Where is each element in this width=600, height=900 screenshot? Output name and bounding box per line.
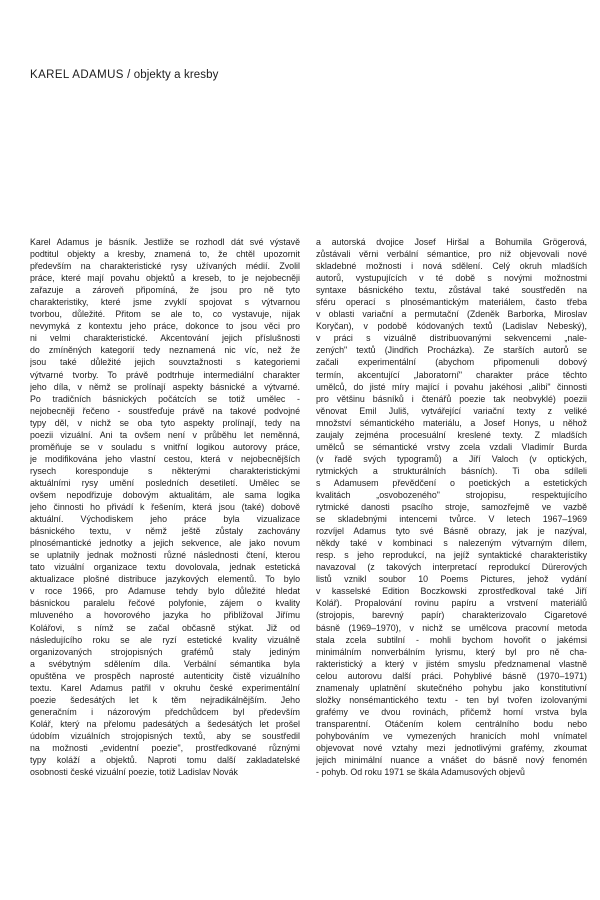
text-line: objevovat nové vztahy mezi jednotlivými grafémy, zkoumat	[316, 742, 587, 753]
text-line: Kolář, který na přelomu padesátých a šedesátých let prošel	[30, 718, 300, 729]
text-line: osobnosti české vizuální poezie, totiž Ladislav Novák	[30, 767, 238, 778]
text-line: jsou také důležité jejich souvztažnosti s kategoriemi	[30, 357, 300, 368]
text-line: s Adamusem převědčení o poetických a estetických	[316, 477, 587, 488]
text-line: a autorská dvojice Josef Hiršal a Bohumila Grögerová,	[316, 237, 587, 247]
text-line: ni velmi charakteristické. Akcentování jejich příslušnosti	[30, 333, 300, 344]
text-line: minimálním nonverbálním lyrismu, který byl pro ně cha-	[316, 646, 587, 657]
text-line: pohybováním ve vymezených hranicích mohl vnímatel	[316, 730, 587, 741]
text-line: rytmické danosti psacího stroje, samozřejmě ve vazbě	[316, 502, 587, 513]
text-line: poezii vizuální. Ani ta ovšem není v průběhu let neměnná,	[30, 429, 300, 440]
text-line: zůstávali věrni verbální sémantice, pro niž objevovali nové	[316, 249, 587, 260]
text-line: poezie šedesátých let k těm nejradikálnějším. Jeho	[30, 694, 300, 705]
text-line: aktuálními rysy umění posledních desetiletí. Umělec se	[30, 477, 300, 488]
text-line: zených" textů (Jindřich Procházka). Ze starších autorů se	[316, 345, 587, 356]
text-line: navazoval (z takových interpretací reprodukcí Dürerových	[316, 562, 587, 573]
text-line: termín, akcentující „laboratorní" charakter práce těchto	[316, 369, 587, 380]
text-line: rytmických a strukturálních básních). Ti oba sdíleli	[316, 465, 587, 476]
text-line: nejobecněji řečeno - soustřeďuje právě na takové podvojné	[30, 405, 300, 416]
text-line: ovšem nepodřizuje dobovým aktualitám, ale sama logika	[30, 489, 300, 500]
text-line: aktualizace plošné distribuce jazykových elementů. To bylo	[30, 574, 300, 585]
text-line: Po tradičních básnických počátcích se totiž umělec -	[30, 393, 300, 404]
text-line: syntaxe básnického textu, zůstával také soustředěn na	[316, 285, 587, 296]
text-line: zařazuje a zároveň připomíná, že jsou pro ně tyto	[30, 285, 300, 296]
text-line: celou autorovu další práci. Pohyblivé básně (1970–1971)	[316, 670, 587, 681]
text-line: skladebné možnosti i nová sdělení. Celý okruh mladších	[316, 261, 587, 272]
text-line: básnického textu, v němž ještě zůstaly zachovány	[30, 526, 300, 537]
text-line: aktuální. Východiskem jeho práce byla vizualizace	[30, 514, 300, 525]
text-line: mluveného a hovorového jazyka ho přibližoval Jiřímu	[30, 610, 300, 621]
text-line: sféru operací s plnosémantickým materiálem, často třeba	[316, 297, 587, 308]
left-text-column	[30, 236, 300, 778]
text-line: začali experimentální (abychom připomenuli dobový	[316, 357, 587, 368]
text-line: znamenaly uplatnění skutečného pohybu jako konstitutivní	[316, 682, 587, 693]
text-line: v roce 1966, pro Adamuse tehdy bylo důležité hledat	[30, 586, 300, 597]
text-line: charakteristiky, které jsme zvyklí spojovat s výtvarnou	[30, 297, 300, 308]
text-line: jeho činnosti ho přivádí k řešením, která jsou (také) dobově	[30, 502, 300, 513]
text-line: plnosémantické jednotky a jejich sekvence, ale jako novum	[30, 538, 300, 549]
text-line: se uplatnily jednak možnosti různé následnosti čtení, kterou	[30, 550, 300, 561]
text-line: rysech koresponduje s některými charakteristickými	[30, 465, 300, 476]
text-line: pro většinu básníků i čtenářů poezie tak neobvyklé) poezii	[316, 393, 587, 404]
text-line: Kolářovi, s nímž se začal občasně stýkat. Již od	[30, 622, 300, 633]
text-line: textu. Karel Adamus patřil v okruhu české experimentální	[30, 682, 300, 693]
text-line: Koryčan), v podobě kódovaných textů (Ladislav Nebeský),	[316, 321, 587, 332]
text-line: (strojopis, barevný papír) charakterizovalo Cigaretové	[316, 610, 587, 621]
text-line: tvorbou, důležité. Přitom se ale to, co vystavuje, nijak	[30, 309, 300, 320]
text-line: na možnosti „evidentní poezie", prostředkované různými	[30, 742, 300, 753]
text-line: organizovaných strojopisných grafémů staly jediným	[30, 646, 300, 657]
text-line: množství sémantického materiálu, a Josef Honys, u něhož	[316, 417, 587, 428]
text-line: transparentní. Otáčením kolem centrálního bodu nebo	[316, 718, 587, 729]
text-line: rakteristický a který v jistém smyslu předznamenal vlastně	[316, 658, 587, 669]
title-subtitle: objekty a kresby	[133, 69, 219, 81]
right-text-column	[316, 236, 587, 778]
text-line: proměňuje se v souladu s vnitřní logikou autorovy práce,	[30, 441, 300, 452]
text-line: autorů, vystupujících v té době s novými možnostmi	[316, 273, 587, 284]
text-line: jeho díla, v němž se prolínají aspekty básnické a výtvarné.	[30, 381, 300, 392]
text-line: údobím vizuálních strojopisných textů, aby se soustředil	[30, 730, 300, 741]
text-line: v kasselské Edition Boczkowski zprostředkoval také Jiří	[316, 586, 587, 597]
text-line: se skladebnými intencemi tvůrce. V letech 1967–1969	[316, 514, 587, 525]
text-line: umělců, do jisté míry mající i povahu jakéhosi „alibi" činnosti	[316, 381, 587, 392]
text-line: zaujaly zejména procesuální kreslené texty. Z mladších	[316, 429, 587, 440]
text-line: kvalitách „osvobozeného" strojopisu, respektujícího	[316, 489, 587, 500]
text-line: listů vznikl soubor 10 Poems Pictures, jehož vydání	[316, 574, 587, 585]
text-line: práce, které mají povahu objektů a kreseb, to je nejobecněji	[30, 273, 300, 284]
text-line: věnovat Emil Juliš, vytvářející variační texty z veliké	[316, 405, 587, 416]
text-line: je modifikována jeho vlastní cestou, která v nejobecnějších	[30, 453, 300, 464]
text-line: Karel Adamus je básník. Jestliže se rozhodl dát své výstavě	[30, 237, 300, 247]
text-line: především na charakteristické rysy užívaných médií. Zvolil	[30, 261, 300, 272]
text-line: typy děl, v nichž se oba tyto aspekty prolínají, tedy na	[30, 417, 300, 428]
text-line: složky nonsémantického textu - ten byl tvořen izolovanými	[316, 694, 587, 705]
text-line: Kolář). Propalování rovinu papíru a vrstvení materiálů	[316, 598, 587, 609]
text-line: umělců se sémantické vrstvy zcela vzdali Vladimír Burda	[316, 441, 587, 452]
text-line: opuštěna ve prospěch naprosté autenticity čistě vizuálního	[30, 670, 300, 681]
text-line: podtitul objekty a kresby, znamená to, že chtěl upozornit	[30, 249, 300, 260]
text-line: tato vizuální organizace textu dovolovala, jednak estetická	[30, 562, 300, 573]
text-line: - pohyb. Od roku 1971 se škála Adamusových objevů	[316, 767, 525, 778]
text-line: grafémy ve dvou rovinách, přičemž horní vrstva byla	[316, 706, 587, 717]
text-line: resp. s jeho reprodukcí, na jejíž syntaktické charakteristiky	[316, 550, 587, 561]
text-line: nevymyká z kontextu jeho práce, dokonce to jsou věci pro	[30, 321, 300, 332]
author-name: KAREL ADAMUS	[30, 69, 124, 81]
text-line: a svébytným sdělením díla. Verbální sémantika byla	[30, 658, 300, 669]
text-line: rozvíjel Adamus tyto své Básně obrazy, jak je nazýval,	[316, 526, 587, 537]
text-line: stala zcela subtilní - mohli bychom hovořit o jakémsi	[316, 634, 587, 645]
text-line: básně (1969–1970), v nichž se umělcova pracovní metoda	[316, 622, 587, 633]
text-line: typy koláží a objektů. Naproti tomu další zakladatelské	[30, 755, 300, 766]
text-line: v práci s vizuálně distribuovanými sekvencemi „nale-	[316, 333, 587, 344]
text-line: (v řadě svých typogramů) a Jiří Valoch (v optických,	[316, 453, 587, 464]
text-line: jejich minimální nuance a vnášet do básně nový fenomén	[316, 755, 587, 766]
page-title	[30, 69, 218, 81]
text-line: v oblasti variační a permutační (Zdeněk Barborka, Miroslav	[316, 309, 587, 320]
title-separator: /	[123, 69, 134, 81]
text-line: výtvarné tvorby. To právě podtrhuje intermediální charakter	[30, 369, 300, 380]
text-line: někdy také v kombinaci s nalezeným výtvarným dílem,	[316, 538, 587, 549]
text-line: následujícího roku se ale ryzí estetické kvality vizuálně	[30, 634, 300, 645]
text-line: generačním i názorovým předchůdcem byl především	[30, 706, 300, 717]
text-line: básnickou paralelu řečové polyfonie, zájem o kvality	[30, 598, 300, 609]
text-line: do zmíněných kategorií tedy neznamená nic víc, než že	[30, 345, 300, 356]
